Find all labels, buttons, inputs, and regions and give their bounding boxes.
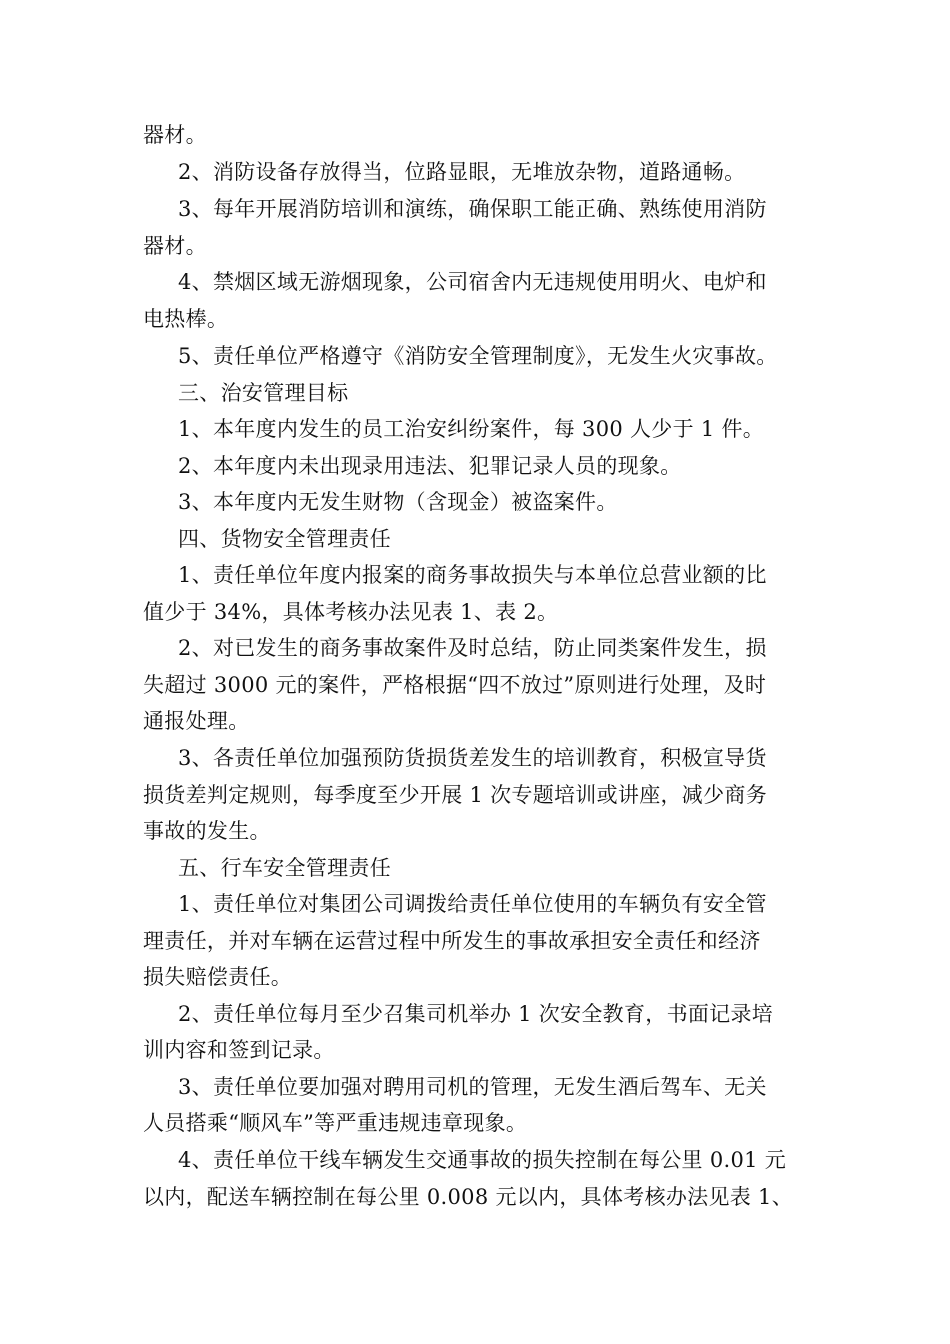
- text-line: 值少于 34%，具体考核办法见表 1、表 2。: [143, 600, 559, 624]
- text-line: 以内，配送车辆控制在每公里 0.008 元以内，具体考核办法见表 1、: [143, 1185, 794, 1209]
- text-line: 4、责任单位干线车辆发生交通事故的损失控制在每公里 0.01 元: [178, 1148, 787, 1172]
- text-line: 器材。: [143, 123, 207, 147]
- text-line: 人员搭乘“顺风车”等严重违规违章现象。: [143, 1111, 528, 1135]
- text-line: 失超过 3000 元的案件，严格根据“四不放过”原则进行处理，及时: [143, 673, 767, 697]
- text-line: 3、每年开展消防培训和演练，确保职工能正确、熟练使用消防: [178, 197, 767, 221]
- text-line: 2、责任单位每月至少召集司机举办 1 次安全教育，书面记录培: [178, 1002, 774, 1026]
- text-line: 通报处理。: [143, 709, 250, 733]
- section-heading: 三、治安管理目标: [178, 381, 349, 405]
- text-line: 器材。: [143, 234, 207, 258]
- section-heading: 四、货物安全管理责任: [178, 527, 391, 551]
- section-heading: 五、行车安全管理责任: [178, 856, 391, 880]
- text-line: 损失赔偿责任。: [143, 965, 293, 989]
- text-line: 2、本年度内未出现录用违法、犯罪记录人员的现象。: [178, 454, 682, 478]
- text-line: 1、责任单位年度内报案的商务事故损失与本单位总营业额的比: [178, 563, 767, 587]
- text-line: 1、本年度内发生的员工治安纠纷案件，每 300 人少于 1 件。: [178, 417, 765, 441]
- text-line: 2、对已发生的商务事故案件及时总结，防止同类案件发生，损: [178, 636, 767, 660]
- text-line: 5、责任单位严格遵守《消防安全管理制度》，无发生火灾事故。: [178, 344, 778, 368]
- text-line: 3、责任单位要加强对聘用司机的管理，无发生酒后驾车、无关: [178, 1075, 767, 1099]
- text-line: 事故的发生。: [143, 819, 271, 843]
- text-line: 3、本年度内无发生财物（含现金）被盗案件。: [178, 490, 618, 514]
- text-line: 理责任，并对车辆在运营过程中所发生的事故承担安全责任和经济: [143, 929, 761, 953]
- text-line: 3、各责任单位加强预防货损货差发生的培训教育，积极宣导货: [178, 746, 767, 770]
- text-line: 训内容和签到记录。: [143, 1038, 335, 1062]
- text-line: 电热棒。: [143, 307, 229, 331]
- text-line: 1、责任单位对集团公司调拨给责任单位使用的车辆负有安全管: [178, 892, 767, 916]
- text-line: 4、禁烟区域无游烟现象，公司宿舍内无违规使用明火、电炉和: [178, 270, 767, 294]
- text-line: 2、消防设备存放得当，位路显眼，无堆放杂物，道路通畅。: [178, 160, 746, 184]
- text-line: 损货差判定规则，每季度至少开展 1 次专题培训或讲座，减少商务: [143, 783, 768, 807]
